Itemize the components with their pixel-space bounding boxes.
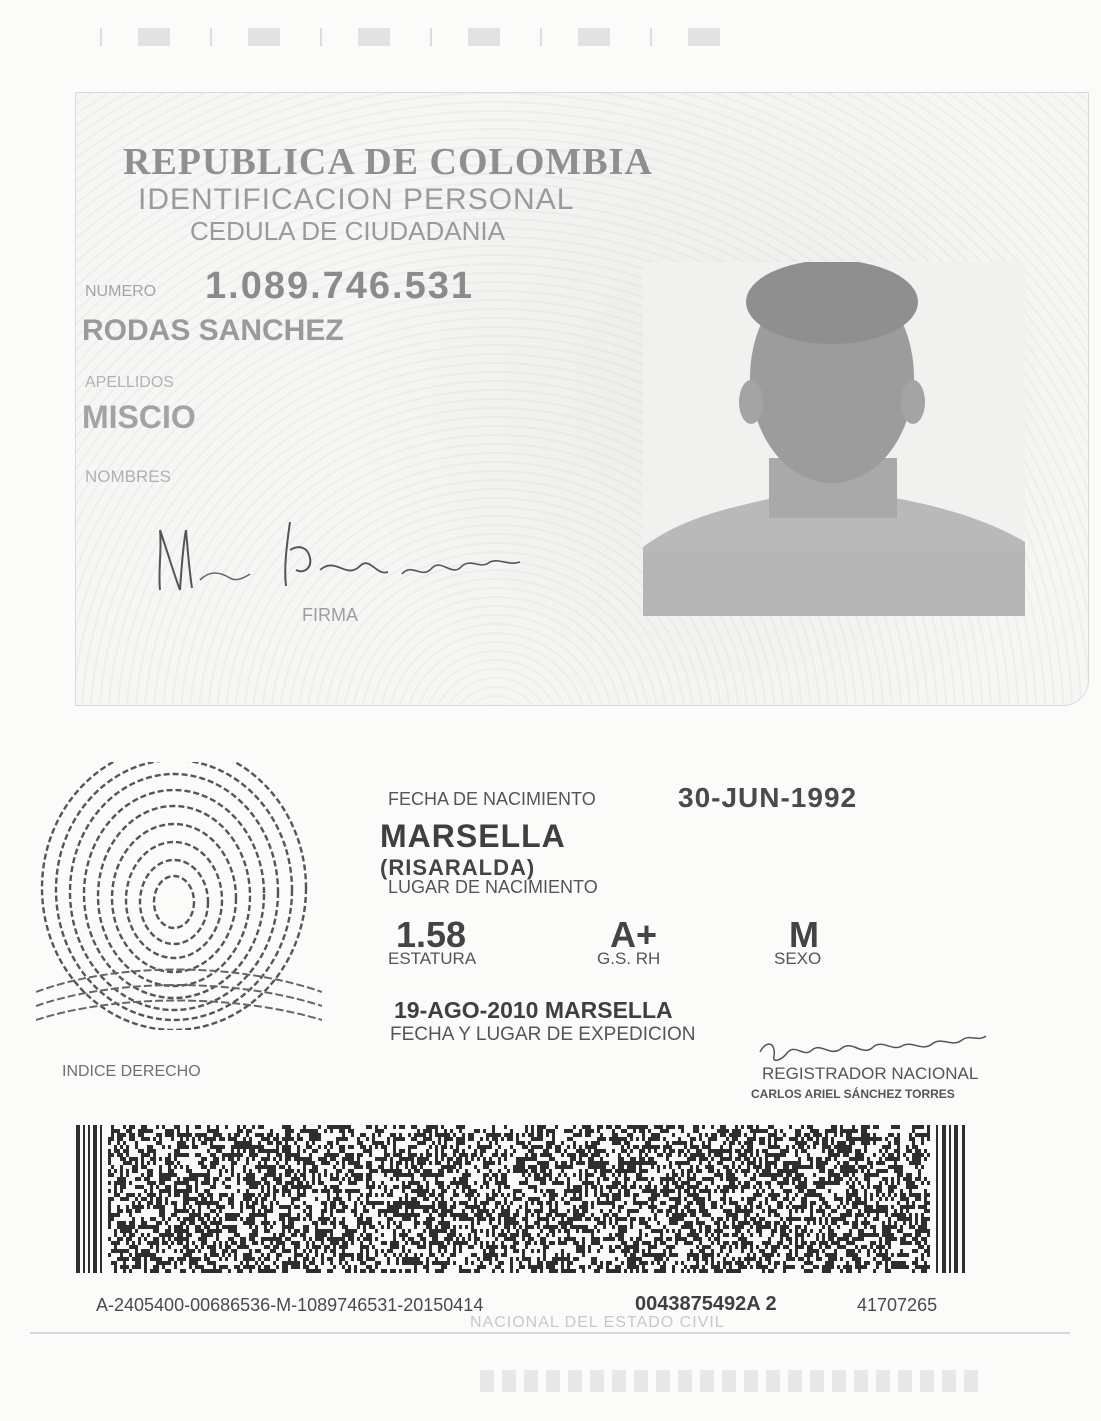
- registrar-name: CARLOS ARIEL SÁNCHEZ TORRES: [751, 1087, 955, 1101]
- document-type: IDENTIFICACION PERSONAL: [138, 183, 575, 216]
- issue-date-place: 19-AGO-2010 MARSELLA: [394, 997, 673, 1023]
- control-number: 41707265: [857, 1295, 938, 1315]
- scan-noise-bottom: [480, 1370, 980, 1392]
- blood-type-value: A+: [610, 914, 658, 955]
- id-number: 1.089.746.531: [205, 265, 475, 307]
- fingerprint-label: INDICE DERECHO: [62, 1063, 201, 1080]
- issue-label: FECHA Y LUGAR DE EXPEDICION: [390, 1024, 696, 1045]
- given-names-label: NOMBRES: [85, 467, 171, 486]
- height-value: 1.58: [396, 914, 467, 955]
- pdf417-barcode: [76, 1125, 968, 1273]
- birth-date-label: FECHA DE NACIMIENTO: [388, 789, 596, 809]
- sex-label: SEXO: [774, 949, 822, 968]
- sex-value: M: [789, 914, 819, 955]
- document-name: CEDULA DE CIUDADANIA: [190, 216, 505, 246]
- country-title: REPUBLICA DE COLOMBIA: [123, 141, 653, 183]
- birth-city: MARSELLA: [380, 818, 566, 854]
- registrar-label: REGISTRADOR NACIONAL: [762, 1064, 979, 1083]
- height-label: ESTATURA: [388, 949, 477, 968]
- signature-label: FIRMA: [302, 605, 358, 625]
- given-names: MISCIO: [82, 399, 196, 435]
- holder-photo: [643, 262, 1025, 616]
- scan-noise-top: [100, 28, 720, 46]
- number-label: NUMERO: [85, 283, 157, 300]
- surnames: RODAS SANCHEZ: [82, 314, 344, 347]
- birth-date: 30-JUN-1992: [678, 782, 858, 813]
- birth-place-label: LUGAR DE NACIMIENTO: [388, 877, 598, 897]
- surnames-label: APELLIDOS: [85, 374, 174, 391]
- blood-type-label: G.S. RH: [597, 949, 661, 968]
- holder-signature: [140, 500, 540, 610]
- divider: [30, 1332, 1070, 1334]
- registry-watermark: NACIONAL DEL ESTADO CIVIL: [470, 1314, 725, 1331]
- birth-department: (RISARALDA): [380, 855, 536, 880]
- fingerprint: [36, 762, 322, 1030]
- machine-code-line: A-2405400-00686536-M-1089746531-20150414: [96, 1295, 484, 1315]
- serial-code: 0043875492A 2: [635, 1293, 777, 1315]
